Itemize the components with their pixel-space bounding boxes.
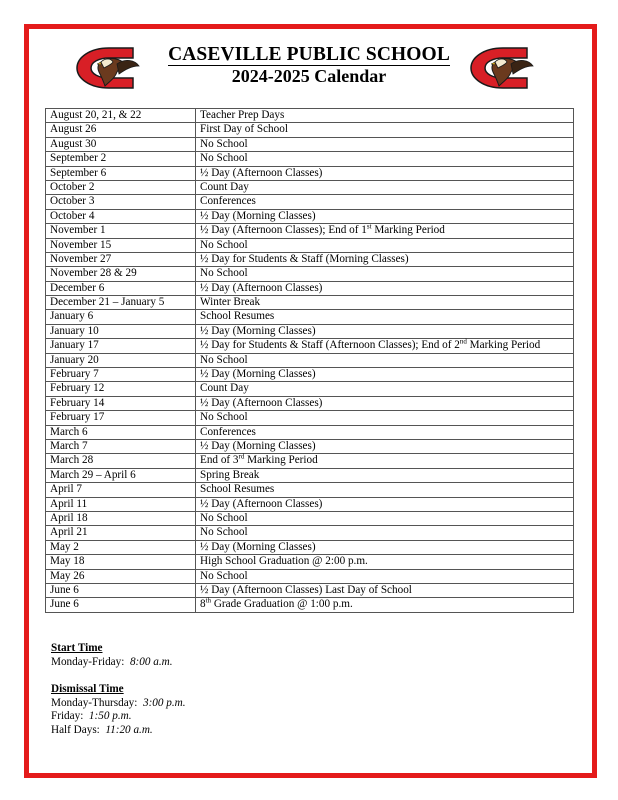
table-row [46,353,574,367]
event-description: ½ Day (Afternoon Classes) [196,396,574,410]
start-time-line: Monday-Friday: 8:00 a.m. [51,655,173,668]
event-date: October 4 [46,209,196,223]
event-date: August 30 [46,137,196,151]
table-row [46,180,574,194]
event-date: February 7 [46,368,196,382]
event-description: ½ Day (Afternoon Classes) Last Day of School [196,583,574,597]
event-date: February 14 [46,396,196,410]
table-row [46,511,574,525]
event-description: No School [196,411,574,425]
event-description: ½ Day for Students & Staff (Morning Classes) [196,252,574,266]
table-row [46,555,574,569]
table-row [46,109,574,123]
table-row [46,195,574,209]
event-date: January 6 [46,310,196,324]
calendar-title: 2024-2025 Calendar [231,66,387,86]
event-description: Teacher Prep Days [196,109,574,123]
event-description: ½ Day (Morning Classes) [196,540,574,554]
event-date: December 6 [46,281,196,295]
event-description: No School [196,511,574,525]
event-date: November 27 [46,252,196,266]
event-description: ½ Day for Students & Staff (Afternoon Classes); End of 2nd Marking Period [196,339,574,353]
event-description: End of 3rd Marking Period [196,454,574,468]
table-row [46,425,574,439]
event-date: January 20 [46,353,196,367]
table-row [46,454,574,468]
table-row [46,224,574,238]
table-row [46,526,574,540]
event-description: 8th Grade Graduation @ 1:00 p.m. [196,598,574,612]
event-date: May 2 [46,540,196,554]
table-row [46,310,574,324]
event-description: ½ Day (Morning Classes) [196,324,574,338]
event-date: January 17 [46,339,196,353]
event-date: May 26 [46,569,196,583]
event-date: December 21 – January 5 [46,296,196,310]
event-date: March 6 [46,425,196,439]
table-row [46,396,574,410]
event-description: ½ Day (Morning Classes) [196,439,574,453]
table-row [46,238,574,252]
event-description: No School [196,526,574,540]
calendar-table [45,108,574,613]
event-date: April 21 [46,526,196,540]
table-row [46,267,574,281]
dismissal-time-heading: Dismissal Time [51,683,124,696]
event-date: October 2 [46,180,196,194]
event-description: School Resumes [196,483,574,497]
event-description: ½ Day (Afternoon Classes) [196,281,574,295]
event-date: November 15 [46,238,196,252]
calendar-table-body [46,109,574,613]
event-date: August 26 [46,123,196,137]
event-description: No School [196,267,574,281]
event-description: ½ Day (Morning Classes) [196,368,574,382]
table-row [46,540,574,554]
times-section [51,642,186,738]
event-date: March 7 [46,439,196,453]
event-date: April 7 [46,483,196,497]
event-description: Conferences [196,195,574,209]
table-row [46,281,574,295]
table-row [46,137,574,151]
event-date: September 2 [46,152,196,166]
table-row [46,166,574,180]
event-date: May 18 [46,555,196,569]
dismissal-time-line: Monday-Thursday: 3:00 p.m. [51,696,186,709]
event-date: March 29 – April 6 [46,468,196,482]
event-description: No School [196,238,574,252]
event-date: April 18 [46,511,196,525]
dismissal-time-line: Friday: 1:50 p.m. [51,710,132,723]
event-description: Conferences [196,425,574,439]
event-description: ½ Day (Morning Classes) [196,209,574,223]
table-row [46,339,574,353]
event-description: First Day of School [196,123,574,137]
table-row [46,598,574,612]
event-description: ½ Day (Afternoon Classes) [196,166,574,180]
table-row [46,569,574,583]
event-date: February 12 [46,382,196,396]
event-date: November 1 [46,224,196,238]
event-date: June 6 [46,598,196,612]
event-description: No School [196,569,574,583]
table-row [46,209,574,223]
event-date: October 3 [46,195,196,209]
table-row [46,252,574,266]
event-date: March 28 [46,454,196,468]
event-description: ½ Day (Afternoon Classes); End of 1st Marking Period [196,224,574,238]
table-row [46,296,574,310]
table-row [46,368,574,382]
event-date: August 20, 21, & 22 [46,109,196,123]
event-description: Count Day [196,382,574,396]
table-row [46,468,574,482]
event-date: January 10 [46,324,196,338]
dismissal-time-line: Half Days: 11:20 a.m. [51,723,153,736]
event-description: High School Graduation @ 2:00 p.m. [196,555,574,569]
table-row [46,411,574,425]
event-date: April 11 [46,497,196,511]
table-row [46,324,574,338]
table-row [46,583,574,597]
table-row [46,382,574,396]
event-date: September 6 [46,166,196,180]
table-row [46,483,574,497]
table-row [46,497,574,511]
table-row [46,439,574,453]
event-description: Count Day [196,180,574,194]
event-description: Winter Break [196,296,574,310]
event-description: No School [196,137,574,151]
school-name: CASEVILLE PUBLIC SCHOOL [168,44,450,65]
start-time-heading: Start Time [51,642,103,654]
event-description: School Resumes [196,310,574,324]
event-description: ½ Day (Afternoon Classes) [196,497,574,511]
event-description: No School [196,152,574,166]
event-date: November 28 & 29 [46,267,196,281]
event-description: No School [196,353,574,367]
table-row [46,123,574,137]
event-description: Spring Break [196,468,574,482]
event-date: June 6 [46,583,196,597]
table-row [46,152,574,166]
event-date: February 17 [46,411,196,425]
